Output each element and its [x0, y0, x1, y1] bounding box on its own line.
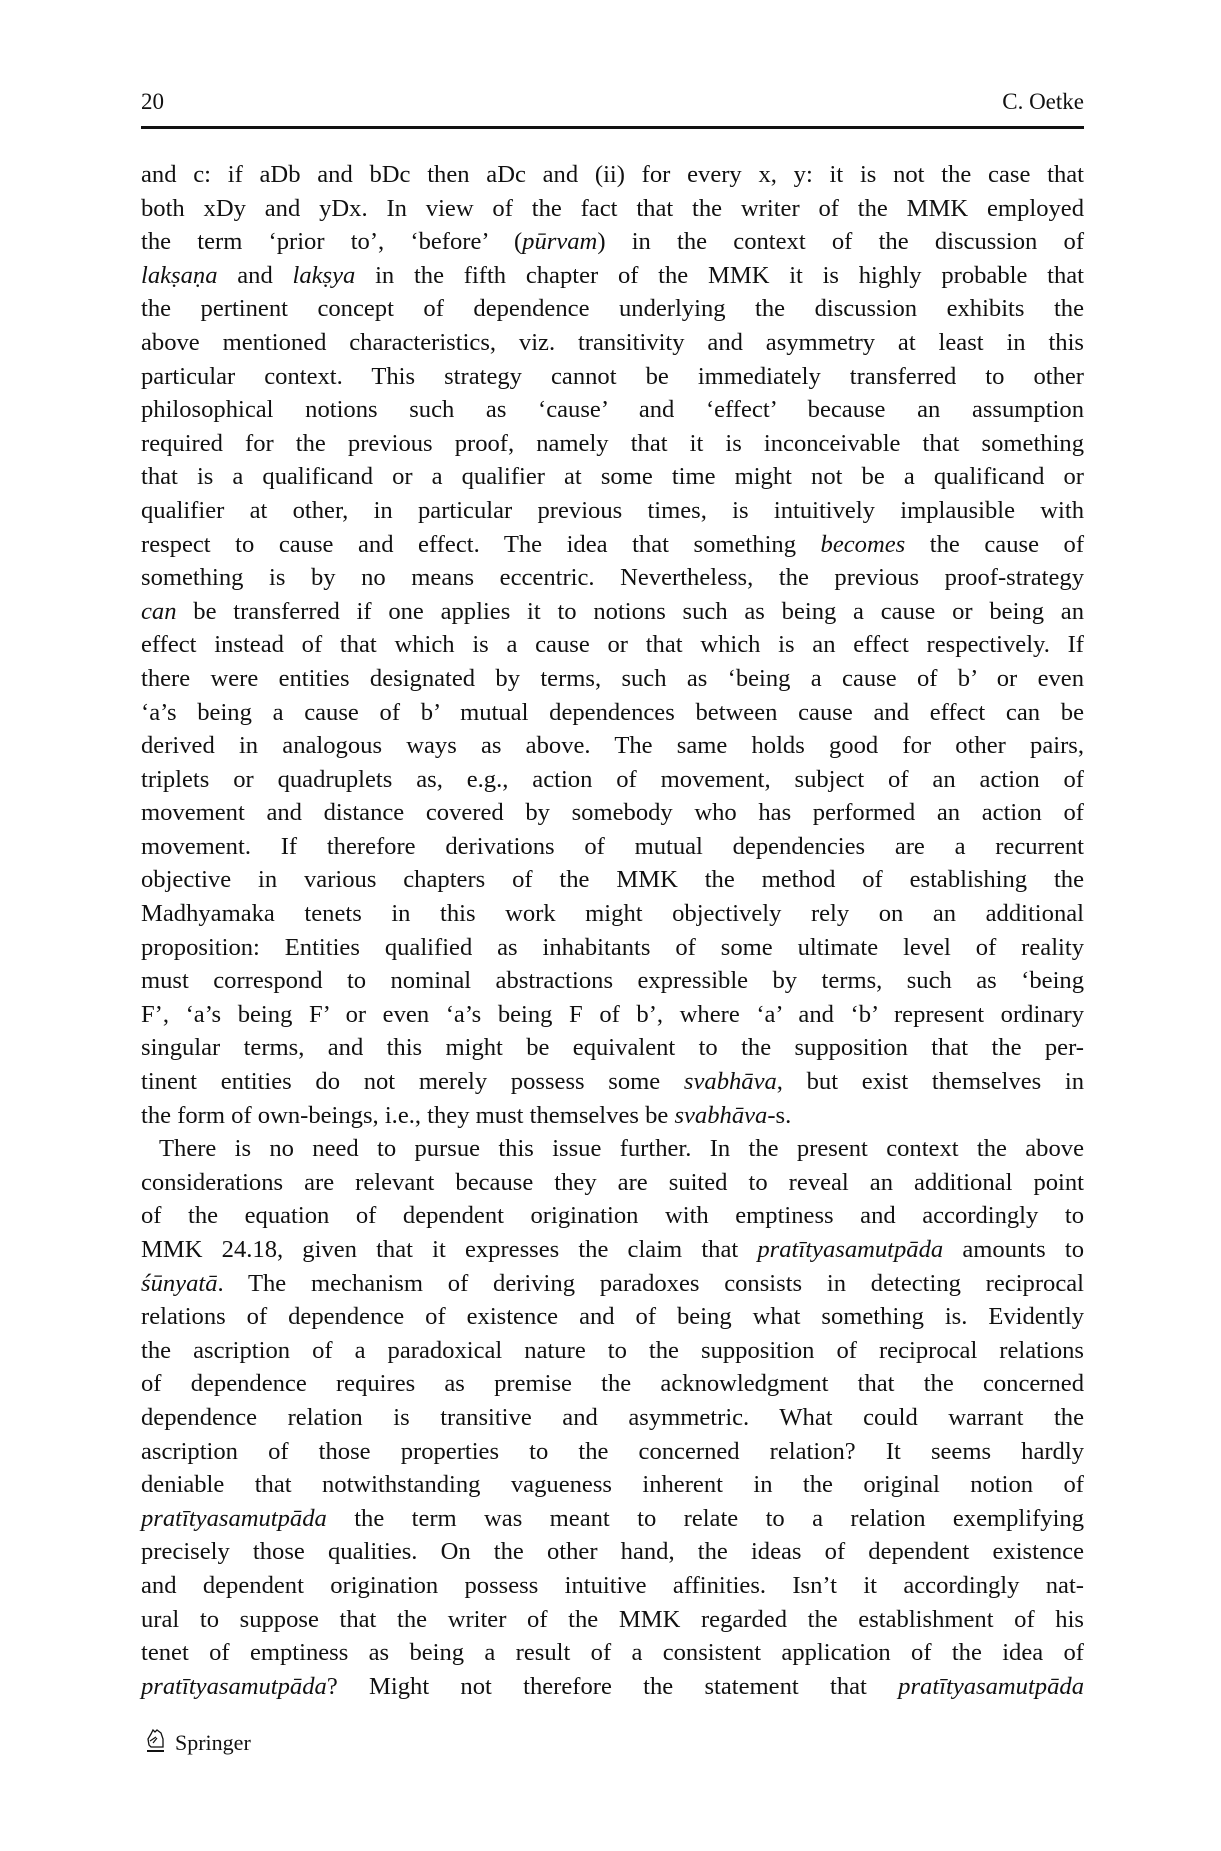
text-segment: both xDy and yDx. In view of the fact that the writer of the MMK employed: [141, 194, 1084, 222]
text-line: [141, 1267, 1084, 1301]
text-segment: triplets or quadruplets as, e.g., action of movement, subject of an action of: [141, 765, 1084, 793]
text-line: [141, 460, 1084, 494]
text-segment: precisely those qualities. On the other hand, the ideas of dependent existence: [141, 1538, 1084, 1566]
springer-horse-icon: [145, 1727, 167, 1760]
text-segment: philosophical notions such as ‘cause’ and ‘effect’ because an assumption: [141, 396, 1084, 424]
text-line: [141, 931, 1084, 965]
italic-term: pratītyasamutpāda: [757, 1236, 944, 1263]
text-segment: the term was meant to relate to a relation exemplifying: [326, 1504, 1084, 1532]
text-line: [141, 1166, 1084, 1200]
text-segment: . The mechanism of deriving paradoxes consists in detecting reciprocal: [217, 1269, 1084, 1297]
italic-term: pratītyasamutpāda: [141, 1672, 327, 1700]
text-segment: singular terms, and this might be equivalent to the supposition that the per-: [141, 1034, 1084, 1062]
text-segment: and c: if aDb and bDc then aDc and (ii) for every x, y: it is not the case that: [141, 161, 1084, 188]
text-segment: of dependence requires as premise the acknowledgment that the concerned: [141, 1370, 1084, 1398]
italic-term: svabhāva: [683, 1068, 777, 1096]
text-segment: -s.: [767, 1101, 792, 1129]
text-line: [141, 1132, 1084, 1166]
text-line: [141, 292, 1084, 326]
page-number: 20: [141, 89, 164, 114]
text-segment: above mentioned characteristics, viz. transitivity and asymmetry at least in this: [141, 328, 1084, 356]
text-line: [141, 595, 1084, 629]
text-segment: There is no need to pursue this issue further. In the present context the above: [159, 1135, 1084, 1163]
text-segment: movement. If therefore derivations of mutual dependencies are a recurrent: [141, 832, 1084, 860]
text-line: [141, 427, 1084, 461]
text-segment: , but exist themselves in: [776, 1068, 1085, 1096]
italic-term: pūrvam: [522, 228, 598, 256]
text-segment: amounts to: [943, 1236, 1084, 1263]
text-line: [141, 1031, 1084, 1065]
running-header: [141, 89, 1084, 119]
text-line: [141, 1502, 1084, 1536]
text-line: [141, 192, 1084, 226]
text-segment: considerations are relevant because they are suited to reveal an additional point: [141, 1168, 1084, 1196]
text-segment: be transferred if one applies it to notions such as being a cause or being an: [176, 597, 1084, 625]
text-line: [141, 628, 1084, 662]
text-line: [141, 528, 1084, 562]
text-segment: of the equation of dependent origination with emptiness and accordingly to: [141, 1202, 1084, 1230]
text-line: [141, 897, 1084, 931]
text-segment: and: [217, 261, 293, 289]
text-line: [141, 1535, 1084, 1569]
text-segment: ) in the context of the discussion of: [597, 228, 1085, 256]
italic-term: lakṣya: [292, 261, 356, 289]
text-line: [141, 1435, 1084, 1469]
text-segment: and dependent origination possess intuitive affinities. Isn’t it accordingly nat-: [141, 1571, 1084, 1599]
text-line: [141, 1065, 1084, 1099]
italic-term: becomes: [820, 530, 906, 558]
text-segment: ‘a’s being a cause of b’ mutual dependences between cause and effect can be: [141, 698, 1084, 726]
italic-term: lakṣaṇa: [141, 261, 218, 289]
text-segment: the cause of: [905, 530, 1085, 558]
text-line: [141, 1468, 1084, 1502]
body-text: [141, 158, 1084, 1703]
text-segment: deniable that notwithstanding vagueness inherent in the original notion of: [141, 1471, 1084, 1499]
text-segment: there were entities designated by terms, such as ‘being a cause of b’ or even: [141, 664, 1084, 692]
text-line: [141, 393, 1084, 427]
text-line: [141, 964, 1084, 998]
text-line: [141, 360, 1084, 394]
text-line: [141, 1300, 1084, 1334]
italic-term: can: [141, 597, 177, 625]
text-segment: Madhyamaka tenets in this work might objectively rely on an additional: [141, 900, 1084, 928]
running-head-author: C. Oetke: [1002, 89, 1084, 114]
text-segment: the form of own-beings, i.e., they must themselves be: [141, 1101, 675, 1129]
text-line: [141, 158, 1084, 192]
text-segment: the ascription of a paradoxical nature to the supposition of reciprocal relations: [141, 1336, 1084, 1364]
italic-term: pratītyasamutpāda: [141, 1504, 327, 1532]
text-line: [141, 259, 1084, 293]
text-line: [141, 326, 1084, 360]
text-line: [141, 796, 1084, 830]
italic-term: svabhāva: [674, 1101, 768, 1129]
text-segment: in the fifth chapter of the MMK it is highly probable that: [355, 261, 1084, 289]
italic-term: śūnyatā: [141, 1269, 218, 1297]
text-segment: ural to suppose that the writer of the MMK regarded the establishment of his: [141, 1605, 1084, 1633]
text-segment: effect instead of that which is a cause or that which is an effect respectively. If: [141, 631, 1084, 659]
text-line: [141, 561, 1084, 595]
text-segment: respect to cause and effect. The idea that something: [141, 530, 821, 558]
text-segment: movement and distance covered by somebody who has performed an action of: [141, 799, 1084, 827]
text-line: [141, 729, 1084, 763]
text-line: [141, 1670, 1084, 1704]
text-line: [141, 1636, 1084, 1670]
text-segment: relations of dependence of existence and of being what something is. Evidently: [141, 1303, 1084, 1331]
text-line: [141, 662, 1084, 696]
text-line: [141, 696, 1084, 730]
text-line: [141, 1233, 1084, 1267]
text-segment: something is by no means eccentric. Nevertheless, the previous proof-strategy: [141, 564, 1084, 592]
text-line: [141, 1367, 1084, 1401]
italic-term: pratītyasamutpāda: [898, 1672, 1084, 1700]
text-line: [141, 1099, 1084, 1133]
text-segment: the pertinent concept of dependence underlying the discussion exhibits the: [141, 295, 1084, 323]
text-line: [141, 1199, 1084, 1233]
text-line: [141, 1603, 1084, 1637]
text-line: [141, 763, 1084, 797]
text-segment: dependence relation is transitive and asymmetric. What could warrant the: [141, 1403, 1084, 1431]
text-segment: must correspond to nominal abstractions expressible by terms, such as ‘being: [141, 967, 1084, 995]
text-segment: ascription of those properties to the concerned relation? It seems hardly: [141, 1437, 1084, 1465]
text-line: [141, 998, 1084, 1032]
text-segment: MMK 24.18, given that it expresses the claim that: [141, 1236, 758, 1263]
text-line: [141, 1401, 1084, 1435]
text-segment: F’, ‘a’s being F’ or even ‘a’s being F of b’, where ‘a’ and ‘b’ represent ordinary: [141, 1000, 1084, 1028]
text-segment: tenet of emptiness as being a result of a consistent application of the idea of: [141, 1639, 1084, 1667]
header-rule: [141, 126, 1084, 129]
text-segment: the term ‘prior to’, ‘before’ (: [141, 228, 523, 256]
text-line: [141, 830, 1084, 864]
text-segment: objective in various chapters of the MMK the method of establishing the: [141, 866, 1084, 894]
text-segment: tinent entities do not merely possess some: [141, 1068, 684, 1096]
publisher-footer: [145, 1726, 251, 1760]
publisher-name: Springer: [175, 1730, 251, 1755]
text-segment: qualifier at other, in particular previous times, is intuitively implausible with: [141, 496, 1084, 524]
text-segment: particular context. This strategy cannot be immediately transferred to other: [141, 362, 1084, 390]
text-segment: that is a qualificand or a qualifier at some time might not be a qualificand or: [141, 463, 1084, 491]
text-segment: required for the previous proof, namely that it is inconceivable that something: [141, 429, 1084, 457]
text-line: [141, 225, 1084, 259]
text-line: [141, 863, 1084, 897]
text-segment: derived in analogous ways as above. The same holds good for other pairs,: [141, 732, 1084, 760]
text-segment: ? Might not therefore the statement that: [326, 1672, 899, 1700]
text-line: [141, 1569, 1084, 1603]
text-segment: proposition: Entities qualified as inhabitants of some ultimate level of reality: [141, 933, 1084, 961]
text-line: [141, 1334, 1084, 1368]
text-line: [141, 494, 1084, 528]
